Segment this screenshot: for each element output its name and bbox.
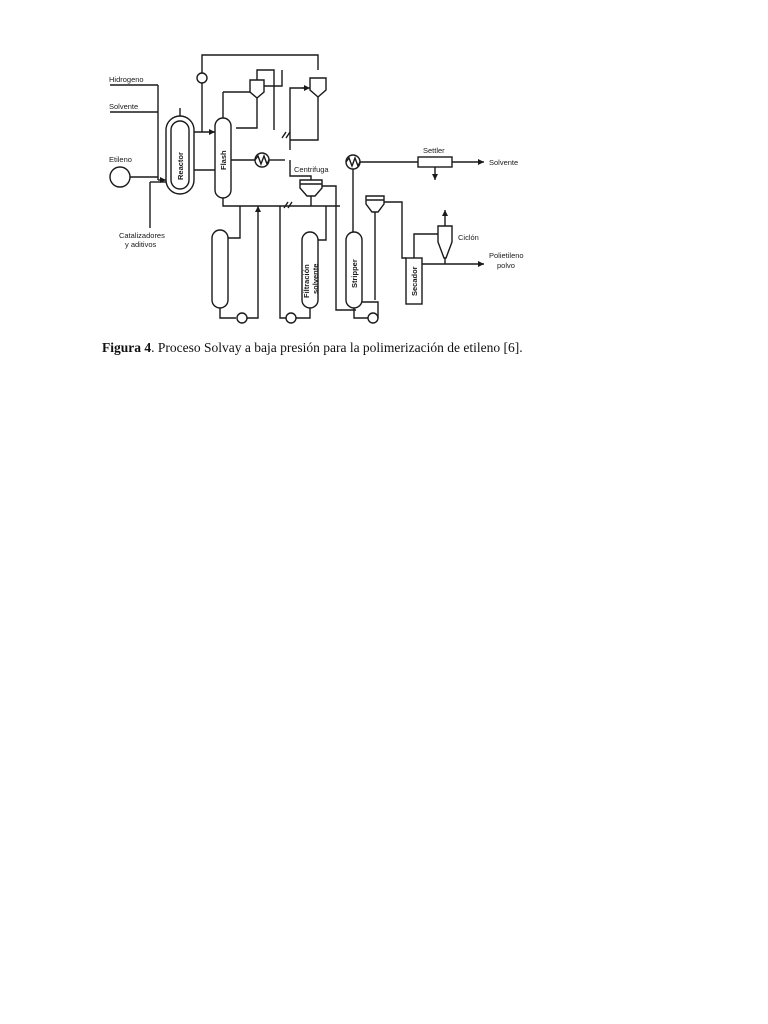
process-flow-diagram [0, 0, 768, 340]
label-catalizadores-1: Catalizadores [119, 231, 165, 240]
label-settler: Settler [423, 146, 445, 155]
condensate-drum-1 [250, 80, 264, 98]
filtracion-bottom [296, 308, 310, 318]
secador-to-ciclon [414, 234, 438, 258]
label-etileno: Etileno [109, 155, 132, 164]
label-centrifuga: Centrifuga [294, 165, 329, 174]
figure-caption [102, 340, 562, 356]
filtracion-pump [286, 313, 296, 323]
label-secador: Secador [410, 266, 419, 296]
settler [418, 157, 452, 167]
wash-column-in [228, 206, 240, 238]
filtracion-pump-return [280, 206, 286, 318]
centrifuga [300, 180, 322, 196]
break-mark-1 [282, 132, 286, 138]
drum1-vent [257, 70, 274, 130]
label-reactor: Reactor [176, 152, 185, 180]
label-solvente-out: Solvente [489, 158, 519, 167]
drum1-line [264, 70, 282, 86]
hopper-to-secador [384, 202, 406, 258]
label-catalizadores-2: y aditivos [125, 240, 157, 249]
label-solvente-in: Solvente [109, 102, 139, 111]
drum2-bottom [290, 97, 318, 140]
filtracion-in [318, 206, 326, 240]
recycle-pump-top [197, 73, 207, 83]
flash-bottom-line [223, 198, 340, 206]
stripper-hopper [366, 196, 384, 212]
etileno-compressor [110, 167, 130, 187]
label-hidrogeno: Hidrogeno [109, 75, 144, 84]
drum1-return [236, 98, 257, 128]
break-mark-4 [288, 202, 292, 208]
label-stripper: Stripper [350, 259, 359, 288]
figure-caption-text: . Proceso Solvay a baja presión para la polimerización de etileno [6]. [151, 340, 523, 355]
label-filtracion-2: solvente [311, 263, 320, 294]
label-polietileno-1: Polietileno [489, 251, 524, 260]
wash-column-bottom [220, 308, 236, 318]
label-filtracion-1: Filtración [302, 264, 311, 298]
wash-pump [237, 313, 247, 323]
label-ciclon: Ciclón [458, 233, 479, 242]
condensate-drum-2 [310, 78, 326, 97]
wash-pump-return [247, 230, 258, 318]
stripper-bottom [354, 308, 368, 318]
ciclon [438, 226, 452, 258]
stripper-pump [368, 313, 378, 323]
label-flash: Flash [219, 150, 228, 170]
figure-label: Figura 4 [102, 340, 152, 355]
wash-column [212, 230, 228, 308]
break-mark-3 [284, 202, 288, 208]
label-polietileno-2: polvo [497, 261, 515, 270]
